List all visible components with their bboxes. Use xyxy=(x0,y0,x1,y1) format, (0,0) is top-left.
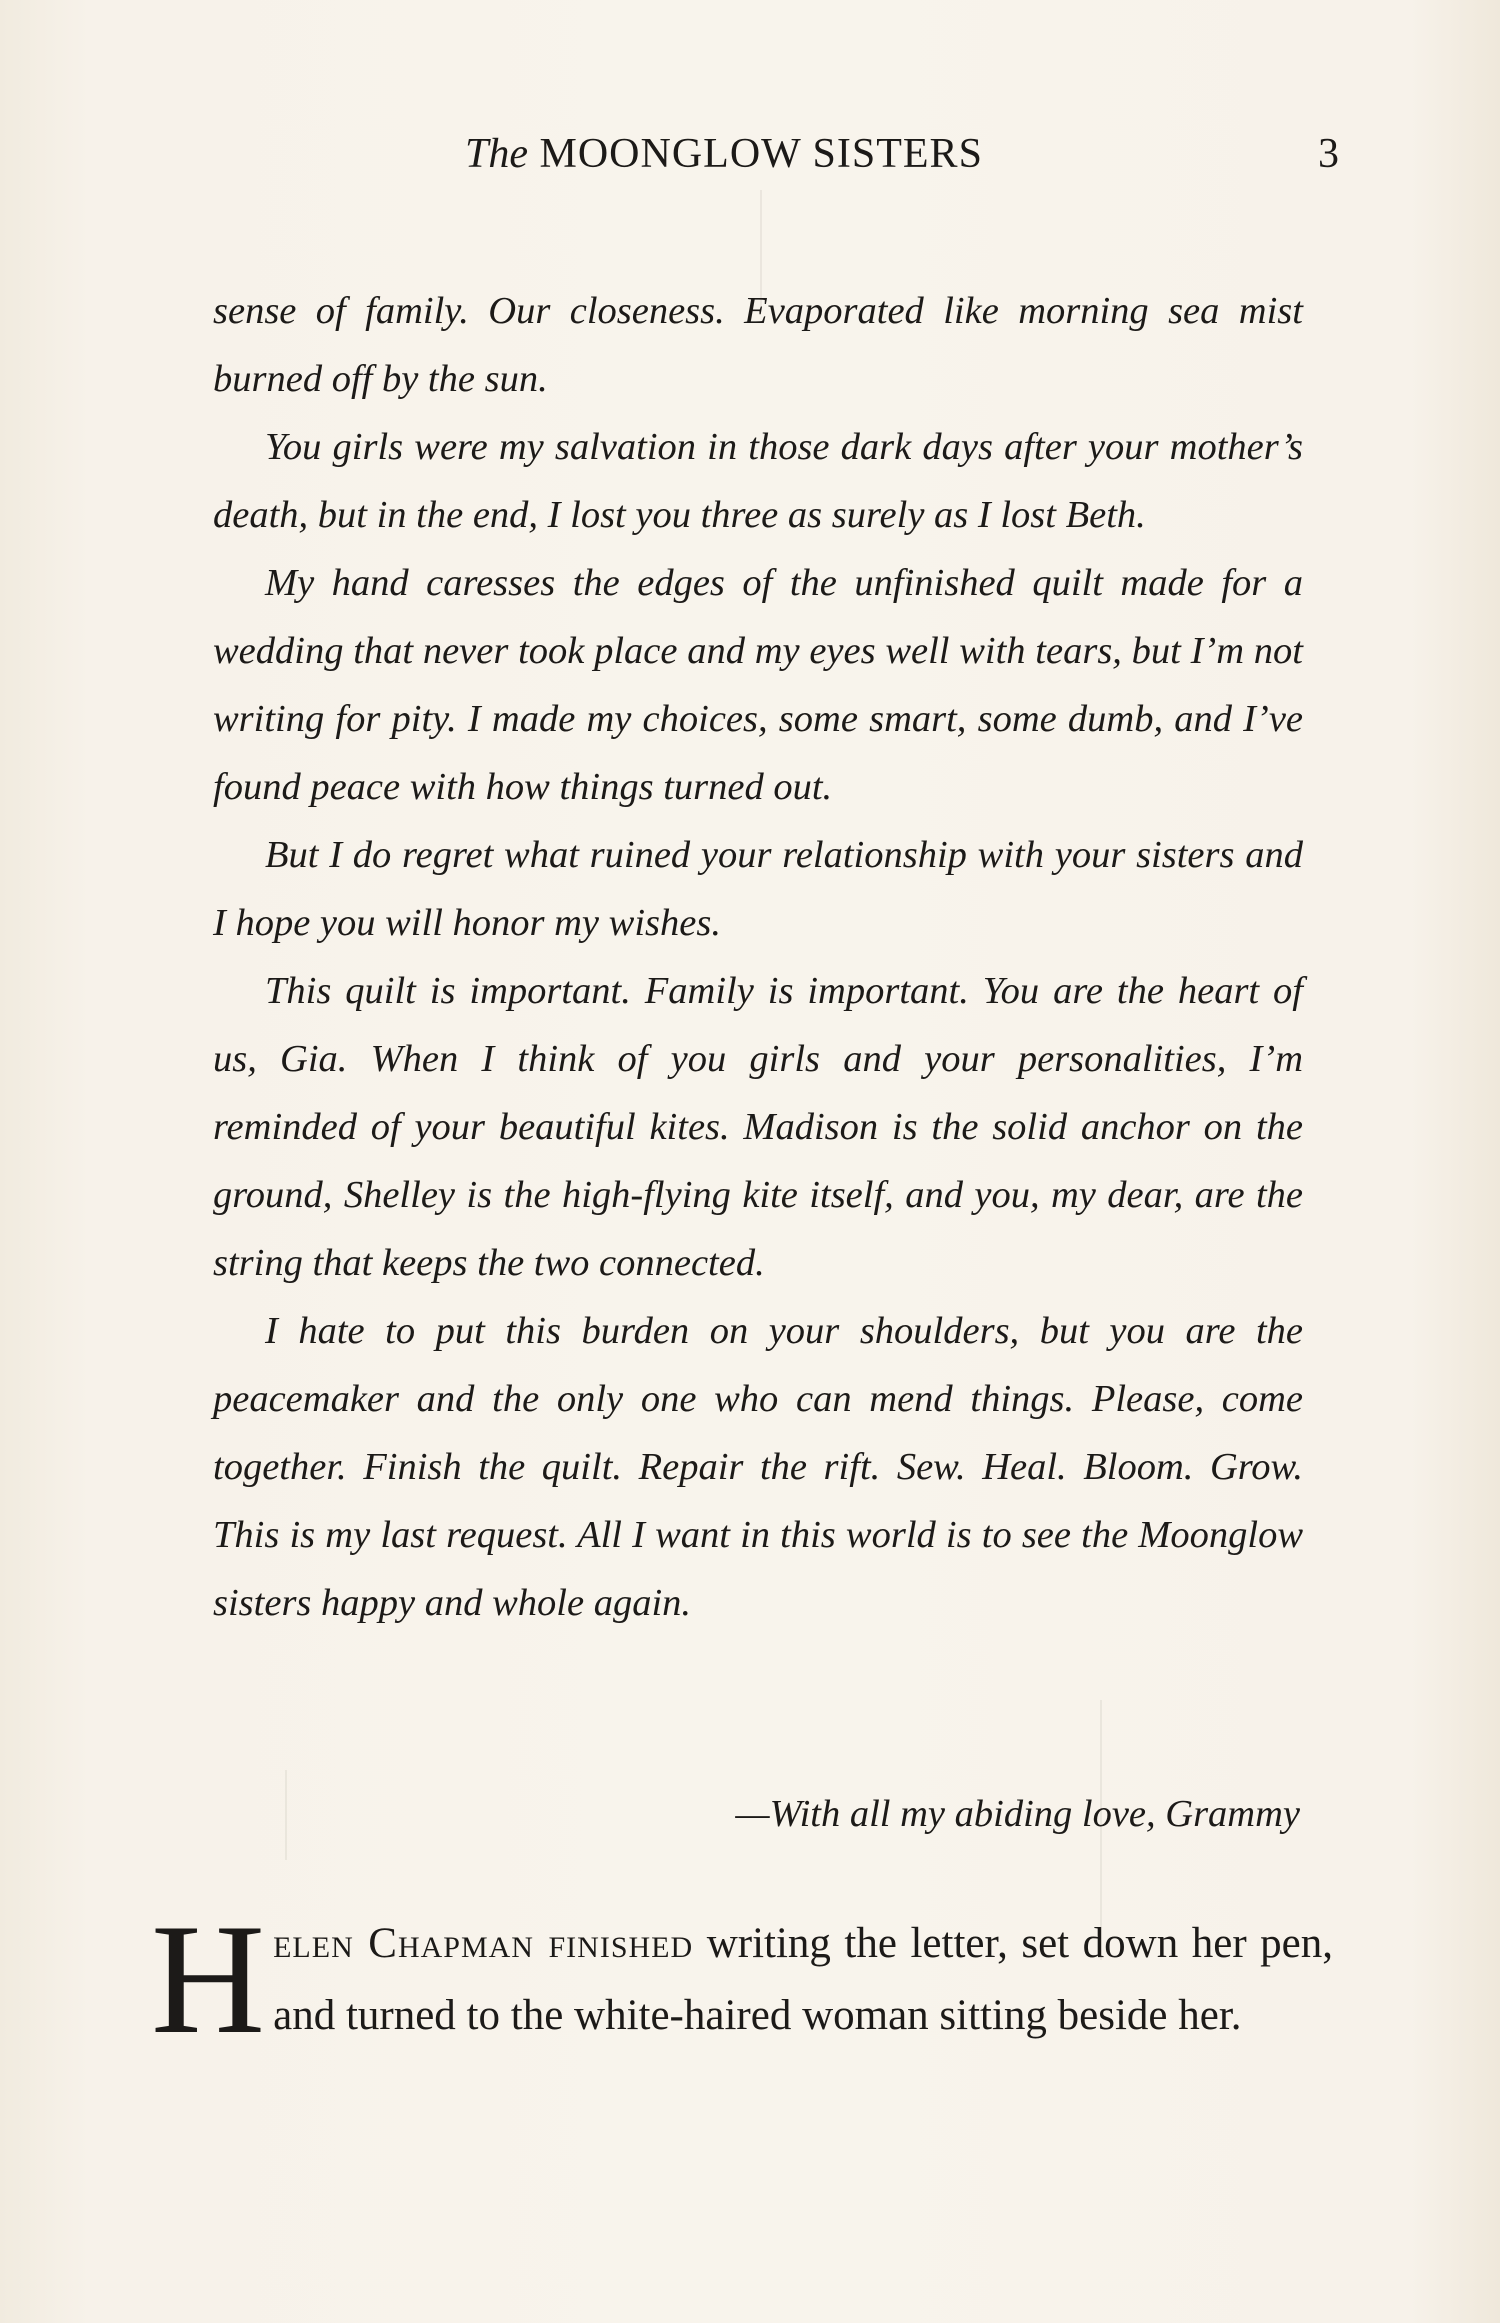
letter-signoff: —With all my abiding love, Grammy xyxy=(735,1793,1300,1835)
letter-body xyxy=(213,277,1303,1637)
letter-paragraph-1: sense of family. Our closeness. Evaporated like morning sea mist burned off by the sun. xyxy=(213,290,1303,400)
running-head-the: The xyxy=(465,131,528,177)
letter-paragraph-3: My hand caresses the edges of the unfinished quilt made for a wedding that never took place and my eyes well with tears, but I’m not writing for pity. I made my choices, some smart, some dumb, and I’ve found peace with how things turned out. xyxy=(213,562,1303,808)
letter-paragraph-2: You girls were my salvation in those dark days after your mother’s death, but in the end, I lost you three as surely as I lost Beth. xyxy=(213,426,1303,536)
letter-paragraph-4: But I do regret what ruined your relationship with your sisters and I hope you will honor my wishes. xyxy=(213,834,1303,944)
drop-cap: H xyxy=(151,1892,266,2067)
page-number: 3 xyxy=(1318,131,1339,177)
narrative-text: writing the letter, set down her pen, and turned to the white-haired woman sitting beside her. xyxy=(273,1920,1333,2039)
show-through-line xyxy=(1100,1700,1102,1960)
page-header xyxy=(0,130,1500,190)
running-head-title: MOONGLOW SISTERS xyxy=(539,131,983,177)
running-head xyxy=(465,130,983,178)
show-through-line xyxy=(760,190,762,310)
narrative-paragraph xyxy=(151,1892,1333,2067)
letter-paragraph-6: I hate to put this burden on your shoulders, but you are the peacemaker and the only one who can mend things. Please, come together. Finish the quilt. Repair the rift. Sew. Heal. Bloom. Grow. This is my last request. All I want in this world is to see the Moonglow sisters happy and whole again. xyxy=(213,1310,1303,1624)
letter-paragraph-5: This quilt is important. Family is important. You are the heart of us, Gia. When I think of you girls and your personalities, I’m reminded of your beautiful kites. Madison is the solid anchor on the ground, Shelley is the high-flying kite itself, and you, my dear, are the string that keeps the two connected. xyxy=(213,970,1303,1284)
show-through-line xyxy=(285,1770,287,1860)
small-caps-lead: elen Chapman finished xyxy=(273,1920,694,1967)
